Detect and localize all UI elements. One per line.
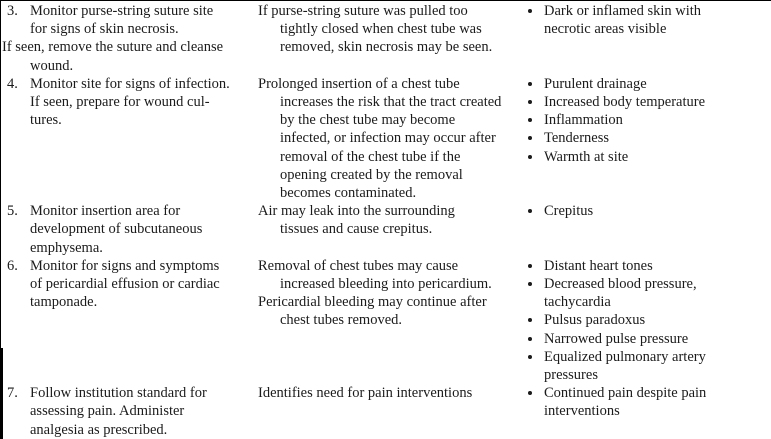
text-line: Tenderness [527,129,771,147]
text-line: chest tubes removed. [280,312,403,329]
step-number: 5. [7,203,18,220]
text-line: infected, or infection may occur after [280,130,496,147]
step-paragraph [2,38,258,74]
text-line: If purse-string suture was pulled too [258,3,468,19]
step-cell [2,257,258,312]
text-line: 4. Monitor site for signs of infection. [7,75,230,92]
bullet-icon [528,264,532,268]
step-cell [2,75,258,130]
text-line: increased bleeding into pericardium. [280,276,492,293]
sign-bullet-item [527,148,771,166]
step-number: 4. [7,75,18,92]
text-line: Identifies need for pain interventions [258,385,473,402]
text-line: wound. [30,57,74,74]
sign-bullet-item [527,93,771,111]
text-line: necrotic areas visible [544,21,667,38]
sign-bullet-item [527,2,771,38]
sign-bullet-item [527,111,771,129]
text-line: Narrowed pulse pressure [527,330,771,348]
rationale-paragraph [258,75,521,202]
step-number: 3. [7,3,18,19]
rationale-paragraph [258,202,521,238]
bullet-icon [528,209,532,213]
text-line: removed, skin necrosis may be seen. [280,39,493,56]
text-line: 7. Follow institution standard for [7,385,207,402]
procedure-table [2,2,771,439]
text-line: Prolonged insertion of a chest tube [258,75,460,92]
text-line: If seen, prepare for wound cul- [30,94,210,111]
bullet-icon [528,391,532,395]
bullet-icon [528,136,532,140]
text-line: Removal of chest tubes may cause [258,257,459,274]
signs-cell [521,75,771,166]
sign-bullet-item [527,330,771,348]
bullet-icon [528,155,532,159]
text-line: tamponade. [30,294,98,311]
rationale-cell [258,2,521,57]
text-line: Pericardial bleeding may continue after [258,294,487,311]
bullet-icon [528,282,532,286]
step-cell [2,202,258,257]
text-line: Distant heart tones [527,257,771,275]
table-row [2,384,771,439]
step-cell [2,384,258,439]
text-line: development of subcutaneous [30,221,203,238]
text-line: pressures [544,367,598,384]
sign-bullet-item [527,384,771,420]
text-line: 6. Monitor for signs and symptoms [7,257,220,274]
text-line: 5. Monitor insertion area for [7,203,181,220]
bullet-icon [528,9,532,13]
step-number: 6. [7,257,18,274]
bullet-icon [528,337,532,341]
text-line: Increased body temperature [527,93,771,111]
rationale-paragraph [258,293,521,329]
page-edge-top-line [0,0,771,1]
bullet-icon [528,118,532,122]
text-line: removal of the chest tube if the [280,148,461,165]
text-line: emphysema. [30,239,103,256]
rationale-cell [258,202,521,238]
table-row [2,257,771,384]
step-paragraph [2,384,258,439]
sign-bullet-item [527,129,771,147]
sign-bullet-item [527,311,771,329]
text-line: of pericardial effusion or cardiac [30,276,220,293]
signs-cell [521,257,771,384]
step-paragraph [2,202,258,257]
rationale-cell [258,257,521,330]
text-line: If seen, remove the suture and cleanse [2,39,224,56]
text-line: Crepitus [527,202,771,220]
rationale-cell [258,75,521,202]
table-row [2,2,771,75]
rationale-paragraph [258,2,521,57]
text-line: Warmth at site [527,148,771,166]
text-line: tachycardia [544,294,611,311]
text-line: becomes contaminated. [280,185,417,202]
bullet-icon [528,82,532,86]
bullet-icon [528,355,532,359]
text-line: 3. Monitor purse-string suture site [7,3,214,19]
step-paragraph [2,75,258,130]
bullet-icon [528,318,532,322]
sign-bullet-item [527,202,771,220]
text-line: Inflammation [527,111,771,129]
text-line: tightly closed when chest tube was [280,21,482,38]
text-line: opening created by the removal [280,166,463,183]
signs-cell [521,202,771,220]
text-line: Purulent drainage [527,75,771,93]
signs-cell [521,384,771,420]
text-line: interventions [544,403,620,420]
text-line: Air may leak into the surrounding [258,203,455,220]
text-line: Pulsus paradoxus [527,311,771,329]
sign-bullet-item [527,275,771,311]
sign-bullet-item [527,75,771,93]
sign-bullet-item [527,257,771,275]
table-row [2,75,771,202]
text-line: Decreased blood pressure, [527,275,771,293]
text-line: tures. [30,112,62,129]
signs-cell [521,2,771,38]
text-line: Dark or inflamed skin with [527,2,771,20]
sign-bullet-item [527,348,771,384]
text-line: Equalized pulmonary artery [527,348,771,366]
bullet-icon [528,100,532,104]
rationale-cell [258,384,521,402]
text-line: by the chest tube may become [280,112,456,129]
table-row [2,202,771,257]
rationale-paragraph [258,384,521,402]
step-paragraph [2,2,258,38]
step-number: 7. [7,385,18,402]
text-line: assessing pain. Administer [30,403,185,420]
text-line: tissues and cause crepitus. [280,221,433,238]
step-paragraph [2,257,258,312]
text-line: analgesia as prescribed. [30,421,168,438]
text-line: increases the risk that the tract created [280,94,502,111]
step-cell [2,2,258,75]
rationale-paragraph [258,257,521,293]
text-line: Continued pain despite pain [527,384,771,402]
text-line: for signs of skin necrosis. [30,21,179,38]
